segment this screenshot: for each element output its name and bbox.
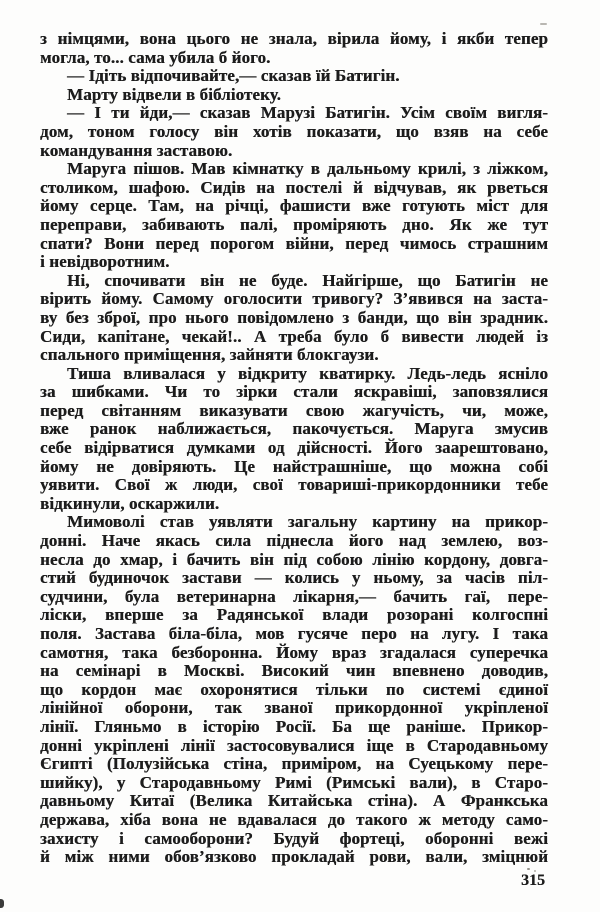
text-line: Ні, спочивати він не буде. Найгірше, що Батигін не (67, 270, 548, 290)
paragraph (40, 67, 548, 86)
text-line: поля. Застава біла-біла, мов гусяче перо на лугу. І така (40, 624, 548, 643)
text-line: йому не довіряють. Це найстрашніше, що можна собі (40, 456, 548, 476)
text-line: шийку), у Стародавньому Римі (Римські вали), в Старо- (40, 772, 548, 792)
text-line: командування заставою. (40, 140, 233, 160)
text-line: себе відірватися думками од дійсності. Його заарештовано, (40, 438, 548, 458)
text-line: відкинули, оскаржили. (40, 493, 220, 513)
scan-speck (540, 23, 547, 25)
text-line: Марту відвели в бібліотеку. (67, 84, 281, 104)
text-line: могла, то... сама убила б його. (40, 47, 271, 67)
text-line: Єгипті (Полузійська стіна, приміром, на Суецькому пере- (40, 754, 548, 774)
page-number: 315 (521, 872, 545, 889)
paragraph (40, 272, 548, 365)
paragraph (40, 104, 548, 160)
text-line: — І ти йди,— сказав Марузі Батигін. Усім своїм вигля- (67, 103, 548, 123)
text-line: — Ідіть відпочивайте,— сказав їй Батигін. (67, 66, 400, 86)
text-line: з німцями, вона цього не знала, вірила йому, і якби тепер (40, 29, 548, 48)
scan-edge-mark (0, 899, 4, 908)
text-line: вірить йому. Самому оголосити тривогу? З’явився на заста- (40, 289, 548, 309)
text-line: що кордон має охоронятися тільки по системі єдиної (40, 679, 548, 699)
text-line: держава, хіба вона не вдавалася до такого ж методу само- (40, 809, 548, 829)
text-line: лінійної оборони, так званої прикордонної укріпленої (40, 698, 548, 718)
text-line: лінії. Гляньмо в історію Росії. Ба ще раніше. Прикор- (40, 716, 548, 736)
text-line: дом, тоном голосу він хотів показати, що взяв на себе (40, 121, 548, 141)
text-line: Сиди, капітане, чекай!.. А треба було б вивести людей із (40, 326, 548, 346)
paragraph (40, 365, 548, 514)
text-line: несла до хмар, і бачить він під собою лінію кордону, довга- (40, 549, 548, 569)
text-line: столиком, шафою. Сидів на постелі й відчував, як рветься (40, 177, 548, 197)
text-line: спального приміщення, зайняти блокгаузи. (40, 345, 379, 365)
text-line: ліски, вперше за Радянської влади розорані колгоспні (40, 605, 548, 625)
text-line: самотня, така безборонна. Йому враз згадалася суперечка (40, 642, 548, 662)
text-line: спати? Вони перед порогом війни, перед чимось страшним (40, 233, 548, 253)
text-line: стий будиночок застави — колись у ньому, за часів піл- (40, 568, 548, 588)
paragraph (40, 513, 548, 866)
text-line: донні. Наче якась сила піднесла його над землею, воз- (40, 531, 548, 551)
paragraph (40, 30, 548, 67)
text-line: за шибками. Чи то зірки стали яскравіші, заповзялися (40, 382, 548, 402)
scan-speck (534, 870, 536, 872)
paragraph (40, 86, 548, 105)
page-text-body (40, 30, 548, 867)
text-line: донні укріплені лінії застосовувалися іще в Стародавньому (40, 735, 548, 755)
text-line: ву без зброї, про нього повідомлено з банди, що він зрадник. (40, 307, 548, 327)
text-line: Тиша вливалася у відкриту кватирку. Ледь-ледь ясніло (67, 363, 548, 383)
text-line: судчини, була ветеринарна лікарня,— бачить гаї, пере- (40, 586, 548, 606)
text-line: переправи, забивають палі, проміряють дно. Як же тут (40, 214, 548, 234)
text-line: і невідворотним. (40, 252, 170, 272)
text-line: вже ранок наближається, пакочується. Маруга змусив (40, 419, 548, 439)
scan-speck (527, 868, 530, 870)
text-line: уявити. Свої ж люди, свої товариші-прикордонники тебе (40, 475, 548, 495)
text-line: захисту і самооборони? Будуй фортеці, оборонні вежі (40, 828, 548, 848)
paragraph (40, 160, 548, 272)
text-line: Мимоволі став уявляти загальну картину на прикор- (67, 512, 548, 532)
text-line: Маруга пішов. Мав кімнатку в дальньому крилі, з ліжком, (67, 159, 548, 179)
text-line: давньому Китаї (Велика Китайська стіна). А Франкська (40, 791, 548, 811)
text-line: перед світанням виказувати свою жагучість, чи, може, (40, 400, 548, 420)
text-line: й між ними обов’язково прокладай рови, вали, зміцнюй (40, 847, 548, 867)
text-line: йому серце. Там, на річці, фашисти вже готують міст для (40, 196, 548, 216)
text-line: на семінарі в Москві. Високий чин впевнено доводив, (40, 661, 548, 681)
